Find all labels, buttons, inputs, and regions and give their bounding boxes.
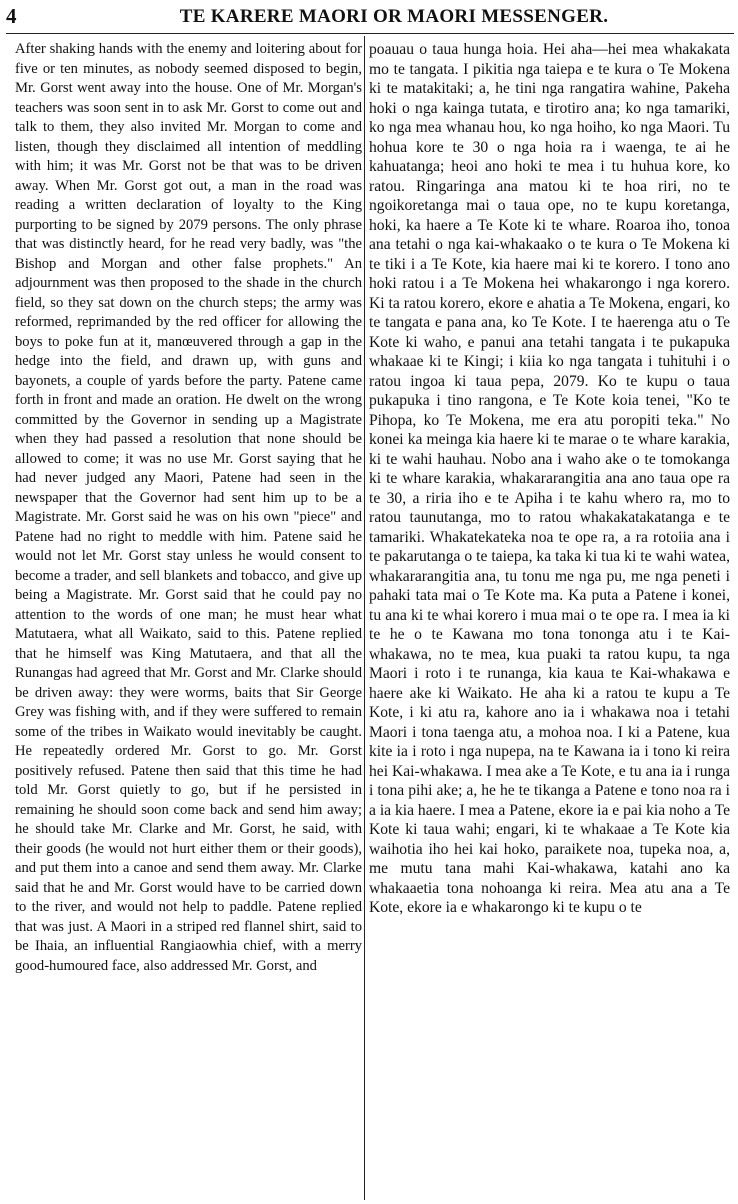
maori-column <box>369 40 730 1200</box>
page-number: 4 <box>6 4 17 28</box>
header-rule <box>6 33 734 34</box>
maori-text: poauau o taua hunga hoia. Hei aha—hei mea whakakata mo te tangata. I pikitia nga taiepa e te kura o Te Mokena ki te matakitaki; a, he tini nga rangatira wahine, Pakeha hoki o nga kainga tutata, e tirotiro ana; ko nga tamariki, ko nga mea whanau hou, ko nga hoiho, ko nga Maori. Tu hohua kore te 30 o nga hoia ra i waenga, te ai he kahuatanga; heoi ano hoki te mea i tu huhua kore, ko ratou. Ringaringa ana matou ki te hoa riri, no te ngoikoretanga mai o taua ope, no te kupu koretanga, hoki, ka haere a Te Kote ki te whare. Roaroa iho, tonoa ana tetahi o nga kai-whakaako o te kura o Te Mokena ki te tiki i a Te Kote, kia haere mai ki te korero. I tono ano hoki ratou i a Te Mokena hei whakarongo i nga korero. Ki ta ratou korero, ekore e ahatia a Te Mokena, engari, ko te tangata e pana ana, ko Te Kote. I te haerenga atu o Te Kote ki waho, e panui ana tetahi tangata i te pukapuka whakaae ki te Kingi; i kiia ko nga tangata i tuhituhi i o ratou ingoa ki taua pepa, 2079. Ko te kupu o taua pukapuka i tino rangona, e Te Kote koia tenei, "Ko te Pihopa, ko Te Mokena, me era atu poropiti teka." No konei ka meinga kia haere ki te marae o te whare karakia, ki te wahi hauhau. Nobo ana i waho ake o te tomokanga ki te whare karakia, whakararangitia ana ano taua ope ra te 30, a riria iho e te Apiha i te kahu whero ra, mo to ratou taunutanga, mo to ratou whakakatakatanga e te tamariki. Whakatekateka noa te ope ra, a ra rotoiia ana i te pakarutanga o te taiepa, ka taka ki tua ki te wahi watea, whakararangitia ana, tu tonu me nga pu, me nga peneti i pahaki tata mai o Te Kote ma. Ka puta a Patene i konei, tu ana ki te whai korero i mua mai o te ope ra. I mea ia ki te he o te Kawana mo tona tononga atu i te Kai-whakawa, no te mea, kua puaki ta ratou kupu, ta nga Maori i roto i te runanga, kia kaua te Kai-whakawa e haere ake ki Waikato. He aha ki a ratou te kupu a Te Kote, i ki atu ra, kahore ano ia i whakawa noa i tetahi Maori i tona taenga atu, a mohoa noa. I ki a Patene, kua kite ia i roto i nga nupepa, na te Kawana ia i tono ki reira hei Kai-whakawa. I mea ake a Te Kote, e tu ana ia i runga i tona pihi ake; a, he he te tikanga a Patene e tono noa ra i a ia kia haere. I mea a Patene, ekore ia e pai kia noho a Te Kote ki taua wahi; engari, ki te whakaae a Te Kote kia waihotia iho hei kai hoko, paraikete noa, tupeka noa, a, me mutu tana mahi Kai-whakawa, katahi ano ka whakaaetia tona nohoanga ki reira. Mea atu ana a Te Kote, ekore ia e whakarongo ki te kupu o te <box>369 41 730 916</box>
column-divider <box>364 36 365 1200</box>
english-text: After shaking hands with the enemy and loitering about for five or ten minutes, as nobody seemed disposed to begin, Mr. Gorst went away into the house. One of Mr. Morgan's teachers was soon sent in to ask Mr. Gorst to come out and talk to them, they also invited Mr. Morgan to come and listen, though they disclaimed all intention of meddling with him; it was Mr. Gorst not be that was to be driven away. When Mr. Gorst got out, a man in the road was reading a written declaration of loyalty to the King purporting to be signed by 2079 persons. The only phrase that was distinctly heard, for he read very badly, was "the Bishop and Morgan and other false prophets." An adjournment was then proposed to the shade in the church field, so they sat down on the church steps; the army was reformed, reprimanded by the red officer for allowing the boys to poke fun at it, manœuvered through a gap in the hedge into the field, and drawn up, with guns and bayonets, a couple of yards before the party. Patene came forth in front and made an oration. He dwelt on the wrong committed by the Governor in sending up a Magistrate when they had passed a resolution that none should be allowed to come; it was no use Mr. Gorst saying that he had never judged any Maori, Patene had seen in the newspaper that the Governor had sent him up to be a Magistrate. Mr. Gorst said he was on his own "piece" and Patene had no right to meddle with him. Patene said he would not let Mr. Gorst stay unless he would consent to become a trader, and sell blankets and tobacco, and give up being a Magistrate. Mr. Gorst said that he could pay no attention to the words of one man; he must hear what Matutaera, what all Waikato, said to this. Patene replied that he himself was King Matutaera, and that all the Runangas had agreed that Mr. Gorst and Mr. Clarke should be driven away: they were worms, baits that Sir George Grey was fishing with, and if they were suffered to remain some of the tribes in Waikato would inevitably be caught. He repeatedly ordered Mr. Gorst to go. Mr. Gorst positively refused. Patene then said that this time he had told Mr. Gorst quietly to go, but if he persisted in remaining he should soon come back and send him away; he should take Mr. Clarke and Mr. Gorst, he said, with their goods (he would not hurt either them or their goods), and put them into a canoe and send them away. Mr. Clarke said that he and Mr. Gorst would have to be carried down to the river, and would not help to paddle. Patene replied that was just. A Maori in a striped red flannel shirt, said to be Ihaia, an influential Rangiaowhia chief, with a merry good-humoured face, also addressed Mr. Gorst, and <box>15 41 362 974</box>
english-column <box>15 40 362 1200</box>
page-header <box>0 0 738 34</box>
running-title: TE KARERE MAORI OR MAORI MESSENGER. <box>179 6 609 27</box>
